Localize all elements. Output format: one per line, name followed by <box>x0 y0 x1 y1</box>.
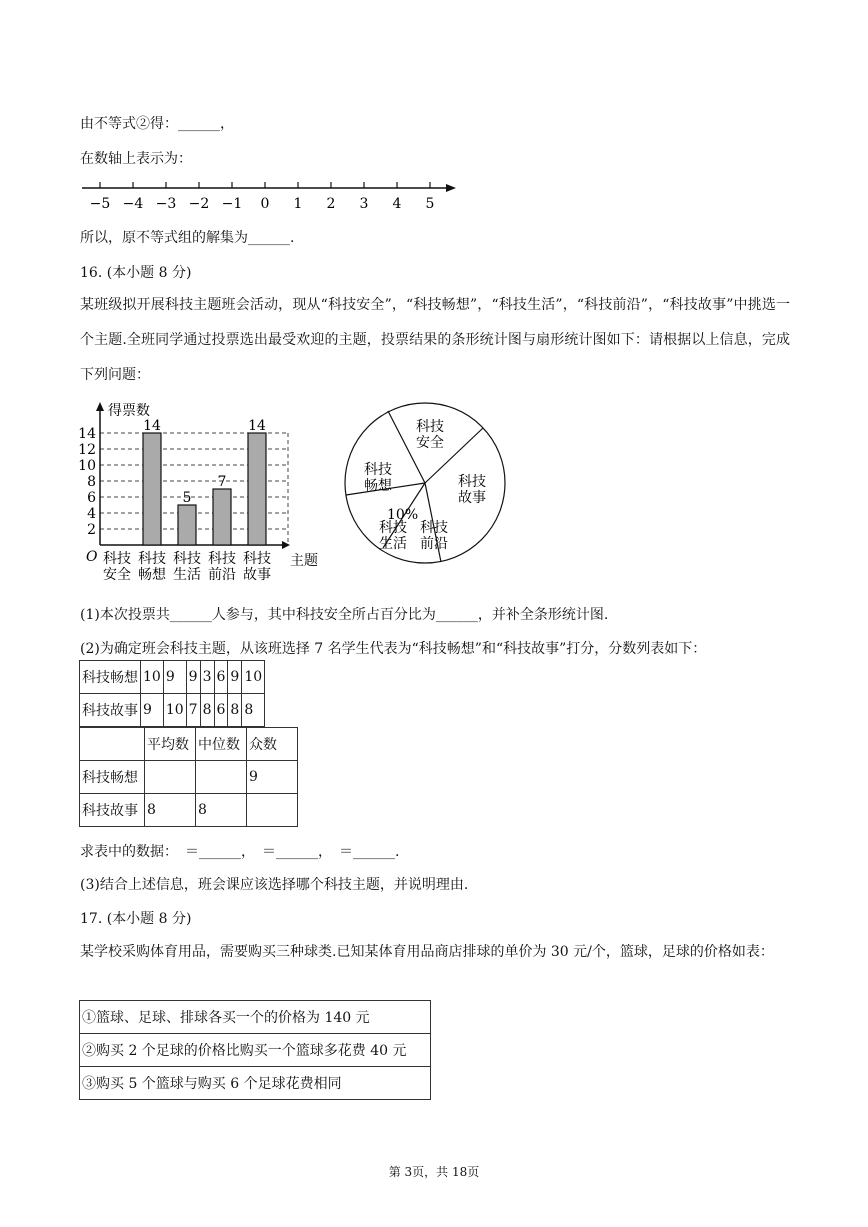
condition-cell: ③购买 5 个篮球与购买 6 个足球花费相同 <box>80 1067 431 1100</box>
table-cell: 8 <box>196 794 247 827</box>
table-cell: 10 <box>242 661 265 694</box>
bar-value-label: 14 <box>143 418 161 434</box>
table-cell: 科技畅想 <box>80 661 141 694</box>
bar-chart-xlabel: 主题 <box>290 553 318 569</box>
bar-value-label: 5 <box>182 490 192 506</box>
q16-ask: 求表中的数据： ＝______， ＝______， ＝______. <box>80 844 400 860</box>
y-tick-label: 8 <box>87 474 96 490</box>
table-cell <box>247 794 298 827</box>
number-line-label: 0 <box>260 196 270 212</box>
table-cell: 8 <box>145 794 196 827</box>
table-header-cell: 平均数 <box>145 728 196 761</box>
pie-slice-label: 故事 <box>458 490 486 506</box>
pie-slice-label: 科技 <box>379 520 407 536</box>
table-cell: 6 <box>214 694 228 727</box>
stats-table <box>79 727 298 827</box>
q15-line-1: 由不等式②得：______， <box>80 116 234 132</box>
x-category-label: 安全 <box>103 567 131 583</box>
x-category-label: 科技 <box>173 551 201 567</box>
q15-line-2: 在数轴上表示为： <box>80 151 192 167</box>
table-row <box>80 1067 431 1100</box>
condition-cell: ①篮球、足球、排球各买一个的价格为 140 元 <box>80 1001 431 1034</box>
x-category-label: 科技 <box>103 551 131 567</box>
number-line-label: 2 <box>326 196 336 212</box>
x-category-label: 科技 <box>138 551 166 567</box>
pie-slice-label: 前沿 <box>420 536 448 552</box>
pie-slice-label: 生活 <box>379 536 407 552</box>
bar-value-label: 7 <box>217 474 227 490</box>
table-row <box>80 1001 431 1034</box>
table-cell: 科技畅想 <box>80 761 145 794</box>
q16-heading: 16. (本小题 8 分) <box>80 265 192 281</box>
table-cell <box>196 761 247 794</box>
table-cell: 科技故事 <box>80 794 145 827</box>
bar <box>143 433 161 545</box>
table-cell: 9 <box>141 694 164 727</box>
pie-slice-label: 科技 <box>364 462 392 478</box>
number-line-label: −2 <box>188 196 210 212</box>
x-category-label: 畅想 <box>138 567 166 583</box>
pie-slice-label: 畅想 <box>364 478 392 494</box>
number-line-label: 4 <box>392 196 402 212</box>
table-cell: 7 <box>186 694 200 727</box>
number-line-label: 1 <box>293 196 303 212</box>
pie-slice-label: 科技 <box>420 520 448 536</box>
y-tick-label: 2 <box>87 522 96 538</box>
q16-intro: 某班级拟开展科技主题班会活动，现从“科技安全”，“科技畅想”，“科技生活”，“科技前沿”，“科技故事”中挑选一个主题.全班同学通过投票选出最受欢迎的主题，投票结果的条形统计图与扇形统计图如下：请根据以上信息，完成下列问题： <box>80 297 790 383</box>
table-row <box>80 794 298 827</box>
q17-heading: 17. (本小题 8 分) <box>80 911 192 927</box>
table-cell: 9 <box>163 661 186 694</box>
bar <box>178 505 196 545</box>
conditions-table <box>79 1000 431 1100</box>
table-cell <box>145 761 196 794</box>
table-row <box>80 1034 431 1067</box>
number-line-label: 3 <box>359 196 369 212</box>
table-cell: 8 <box>242 694 265 727</box>
table-cell: 8 <box>228 694 242 727</box>
bar <box>213 489 231 545</box>
number-line <box>80 176 460 216</box>
q16-part2: (2)为确定班会科技主题，从该班选择 7 名学生代表为“科技畅想”和“科技故事”打分，分数列表如下： <box>80 641 707 657</box>
bar-value-label: 14 <box>248 418 266 434</box>
y-tick-label: 14 <box>78 426 96 442</box>
number-line-label: 5 <box>425 196 435 212</box>
y-tick-label: 6 <box>87 490 96 506</box>
table-row <box>80 694 265 727</box>
number-line-label: −4 <box>122 196 144 212</box>
table-row <box>80 661 265 694</box>
bar-chart-origin: O <box>86 549 98 565</box>
x-category-label: 科技 <box>243 551 271 567</box>
pie-slice-label: 科技 <box>416 419 444 435</box>
table-header-cell: 中位数 <box>196 728 247 761</box>
table-cell: 9 <box>228 661 242 694</box>
condition-cell: ②购买 2 个足球的价格比购买一个篮球多花费 40 元 <box>80 1034 431 1067</box>
table-cell: 6 <box>214 661 228 694</box>
x-category-label: 科技 <box>208 551 236 567</box>
q15-line-3: 所以，原不等式组的解集为______. <box>80 230 295 246</box>
x-category-label: 故事 <box>243 567 271 583</box>
q16-part3: (3)结合上述信息，班会课应该选择哪个科技主题，并说明理由. <box>80 877 469 893</box>
pie-slice-label: 安全 <box>416 435 444 451</box>
table-cell: 3 <box>200 661 214 694</box>
bar <box>248 433 266 545</box>
table-cell: 10 <box>163 694 186 727</box>
y-tick-label: 12 <box>78 442 96 458</box>
table-cell: 8 <box>200 694 214 727</box>
number-line-label: −3 <box>155 196 177 212</box>
bar-chart-ylabel: 得票数 <box>108 403 150 419</box>
table-cell: 科技故事 <box>80 694 141 727</box>
y-tick-label: 10 <box>78 458 96 474</box>
table-header-row <box>80 728 298 761</box>
number-line-label: −5 <box>89 196 111 212</box>
table-cell: 9 <box>247 761 298 794</box>
pie-chart <box>340 398 510 568</box>
q16-part1: (1)本次投票共______人参与，其中科技安全所占百分比为______，并补全条形统计图. <box>80 607 609 623</box>
y-tick-label: 4 <box>87 506 96 522</box>
x-category-label: 生活 <box>173 567 201 583</box>
page-footer: 第 3页，共 18页 <box>388 1165 480 1179</box>
table-cell: 9 <box>186 661 200 694</box>
number-line-label: −1 <box>221 196 243 212</box>
table-cell: 10 <box>141 661 164 694</box>
q17-intro: 某学校采购体育用品，需要购买三种球类.已知某体育用品商店排球的单价为 30 元/个，篮球，足球的价格如表： <box>80 944 774 960</box>
pie-annotation: 10% <box>387 507 419 523</box>
table-header-cell: 众数 <box>247 728 298 761</box>
x-category-label: 前沿 <box>208 567 236 583</box>
table-header-cell <box>80 728 145 761</box>
bar-chart <box>78 395 328 590</box>
scores-table <box>79 660 265 727</box>
table-row <box>80 761 298 794</box>
pie-slice-label: 科技 <box>458 474 486 490</box>
